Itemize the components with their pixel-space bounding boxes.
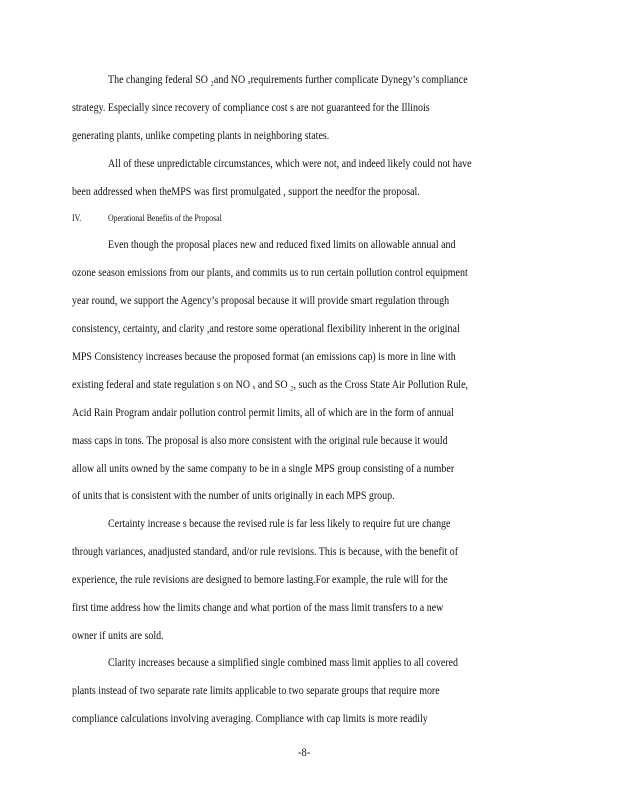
paragraph-1-line-3: generating plants, unlike competing plants in neighboring states. bbox=[72, 129, 330, 142]
paragraph-3-line-3: year round, we support the Agency’s proposal because it will provide smart regulation through bbox=[72, 294, 450, 307]
paragraph-5-line-2: plants instead of two separate rate limits applicable to two separate groups that require more bbox=[72, 684, 440, 697]
page-number: -8- bbox=[298, 746, 311, 759]
section-title: Operational Benefits of the Proposal bbox=[108, 214, 222, 224]
paragraph-5-line-1: Clarity increases because a simplified single combined mass limit applies to all covered bbox=[108, 656, 458, 669]
paragraph-4-line-5: owner if units are sold. bbox=[72, 629, 164, 642]
paragraph-2-line-1: All of these unpredictable circumstances, which were not, and indeed likely could not have bbox=[108, 157, 472, 170]
section-number: IV. bbox=[72, 214, 82, 224]
paragraph-3-line-4: consistency, certainty, and clarity ,and restore some operational flexibility inherent in the original bbox=[72, 322, 460, 335]
paragraph-3-line-2: ozone season emissions from our plants, and commits us to run certain pollution control equipment bbox=[72, 266, 468, 279]
paragraph-4-line-4: first time address how the limits change and what portion of the mass limit transfers to a new bbox=[72, 601, 444, 614]
paragraph-3-line-1: Even though the proposal places new and reduced fixed limits on allowable annual and bbox=[108, 238, 456, 251]
paragraph-3-line-10: of units that is consistent with the number of units originally in each MPS group. bbox=[72, 489, 395, 502]
paragraph-5-line-3: compliance calculations involving averaging. Compliance with cap limits is more readily bbox=[72, 712, 428, 725]
paragraph-4-line-1: Certainty increase s because the revised rule is far less likely to require fut ure change bbox=[108, 517, 451, 530]
paragraph-1-line-2: strategy. Especially since recovery of compliance cost s are not guaranteed for the Illinois bbox=[72, 101, 430, 114]
paragraph-4-line-3: experience, the rule revisions are designed to bemore lasting.For example, the rule will for the bbox=[72, 573, 448, 586]
paragraph-3-line-9: allow all units owned by the same company to be in a single MPS group consisting of a number bbox=[72, 462, 455, 475]
paragraph-4-line-2: through variances, anadjusted standard, and/or rule revisions. This is because, with the benefit of bbox=[72, 545, 459, 558]
paragraph-3-line-7: Acid Rain Program andair pollution control permit limits, all of which are in the form of annual bbox=[72, 406, 454, 419]
paragraph-1-line-1: The changing federal SO ₂and NO ₓrequirements further complicate Dynegy’s compliance bbox=[108, 73, 468, 86]
paragraph-3-line-8: mass caps in tons. The proposal is also more consistent with the original rule because it would bbox=[72, 434, 448, 447]
paragraph-2-line-2: been addressed when theMPS was first promulgated , support the needfor the proposal. bbox=[72, 185, 420, 198]
paragraph-3-line-5: MPS Consistency increases because the proposed format (an emissions cap) is more in line with bbox=[72, 350, 456, 363]
paragraph-3-line-6: existing federal and state regulation s on NO ₓ and SO ₂, such as the Cross State Air Pollution Rule, bbox=[72, 378, 469, 391]
